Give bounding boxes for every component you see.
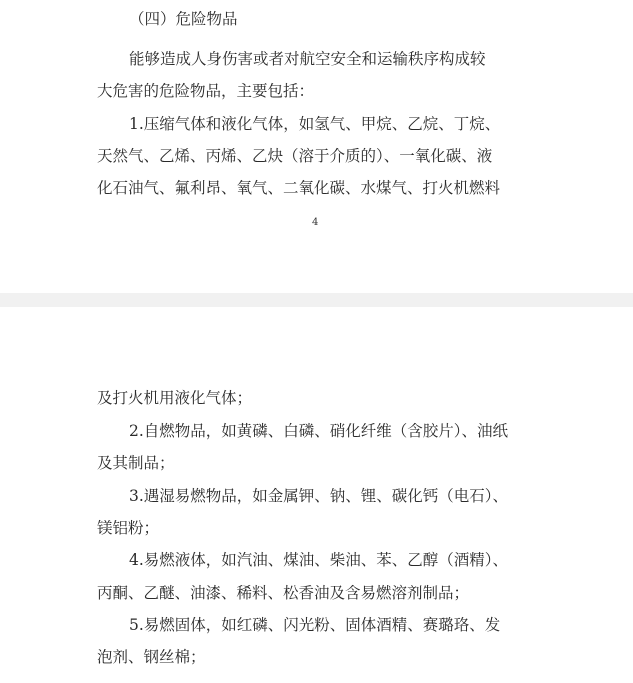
item2-line-1: 2.自燃物品，如黄磷、白磷、硝化纤维（含胶片）、油纸 bbox=[129, 422, 509, 440]
intro-line-2: 大危害的危险物品，主要包括： bbox=[97, 82, 315, 100]
item4-line-1: 4.易燃液体，如汽油、煤油、柴油、苯、乙醇（酒精）、 bbox=[129, 551, 509, 569]
intro-line-1: 能够造成人身伤害或者对航空安全和运输秩序构成较 bbox=[129, 50, 486, 68]
section-heading: （四）危险物品 bbox=[129, 10, 238, 28]
page-number: 4 bbox=[312, 217, 319, 228]
item3-line-2: 镁铝粉； bbox=[97, 519, 160, 537]
item5-line-1: 5.易燃固体，如红磷、闪光粉、固体酒精、赛璐珞、发 bbox=[129, 616, 501, 634]
item2-line-2: 及其制品； bbox=[97, 454, 175, 472]
page-separator bbox=[0, 293, 633, 307]
item1-line-2: 天然气、乙烯、丙烯、乙炔（溶于介质的）、一氧化碳、液 bbox=[97, 147, 493, 165]
document-page-bottom bbox=[0, 307, 633, 683]
item1-line-3: 化石油气、氟利昂、氧气、二氧化碳、水煤气、打火机燃料 bbox=[97, 179, 501, 197]
item5-line-2: 泡剂、钢丝棉； bbox=[97, 648, 206, 666]
document-page-top bbox=[0, 0, 633, 293]
item3-line-1: 3.遇湿易燃物品，如金属钾、钠、锂、碳化钙（电石）、 bbox=[129, 487, 509, 505]
item1-line-1: 1.压缩气体和液化气体，如氢气、甲烷、乙烷、丁烷、 bbox=[129, 115, 501, 133]
item4-line-2: 丙酮、乙醚、油漆、稀料、松香油及含易燃溶剂制品； bbox=[97, 584, 470, 602]
item1-line-4: 及打火机用液化气体； bbox=[97, 389, 253, 407]
